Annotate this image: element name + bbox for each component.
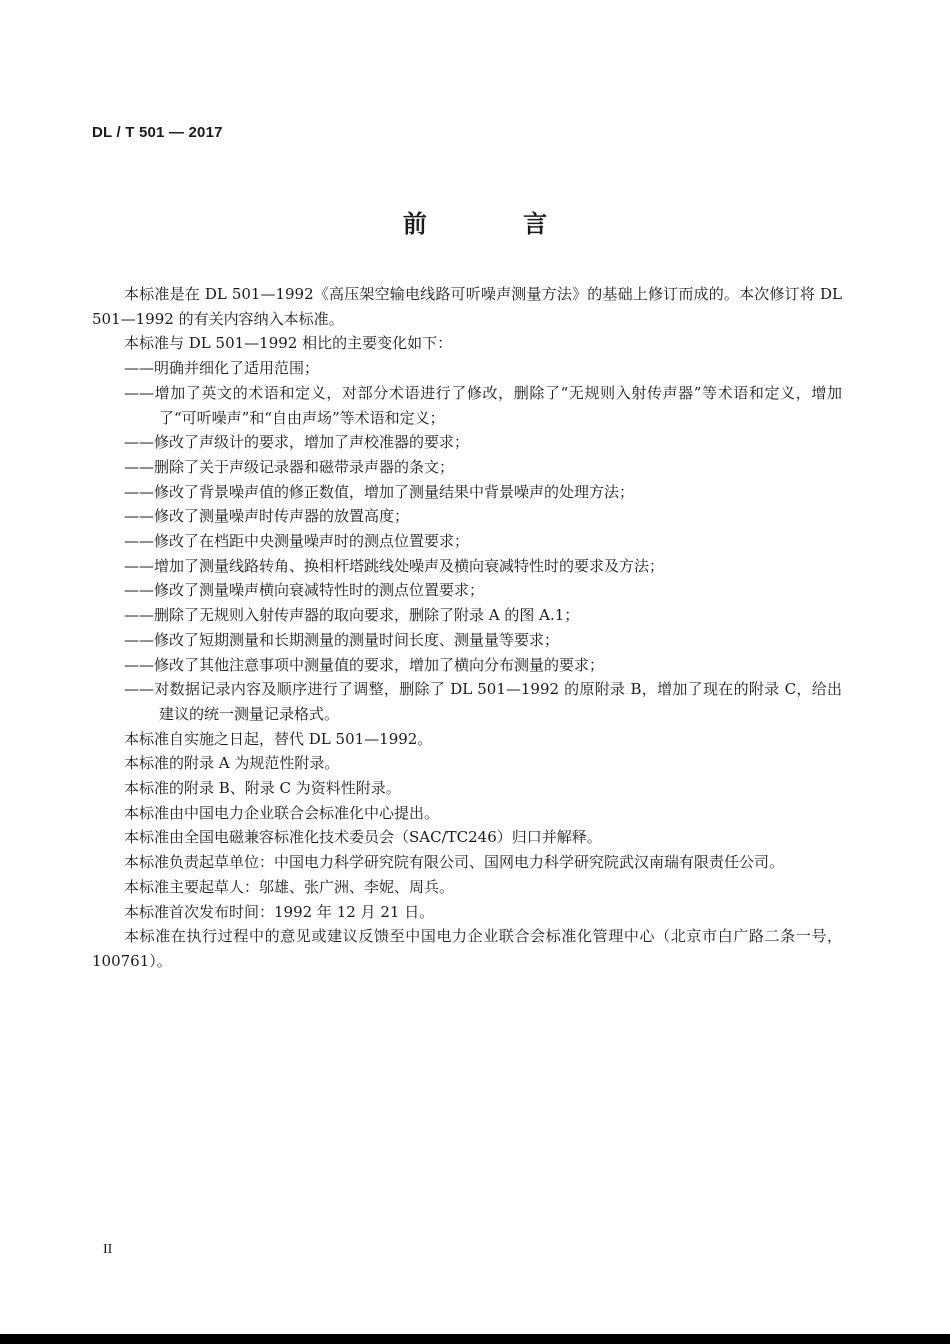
paragraph: 本标准由中国电力企业联合会标准化中心提出。 (124, 803, 440, 822)
change-item: ——增加了测量线路转角、换相杆塔跳线处噪声及横向衰减特性时的要求及方法； (124, 556, 665, 575)
paragraph: 本标准的附录 B、附录 C 为资料性附录。 (124, 779, 401, 798)
change-item: ——删除了关于声级记录器和磁带录声器的条文； (124, 457, 455, 476)
paragraph: 本标准与 DL 501—1992 相比的主要变化如下： (124, 334, 453, 353)
change-item: ——增加了英文的术语和定义，对部分术语进行了修改，删除了“无规则入射传声器”等术语和定义，增加了“可听噪声”和“自由声场”等术语和定义； (124, 383, 842, 427)
change-item: ——修改了在档距中央测量噪声时的测点位置要求； (124, 532, 470, 551)
paragraph: 本标准主要起草人：邬雄、张广洲、李妮、周兵。 (124, 877, 455, 896)
page-number: II (103, 1242, 113, 1257)
paragraph: 本标准首次发布时间：1992 年 12 月 21 日。 (124, 902, 435, 921)
paragraph: 本标准是在 DL 501—1992《高压架空输电线路可听噪声测量方法》的基础上修订而成的。本次修订将 DL 501—1992 的有关内容纳入本标准。 (92, 285, 842, 328)
change-item: ——删除了无规则入射传声器的取向要求，删除了附录 A 的图 A.1； (124, 606, 580, 625)
paragraph: 本标准由全国电磁兼容标准化技术委员会（SAC/TC246）归口并解释。 (124, 828, 602, 847)
paragraph: 本标准负责起草单位：中国电力科学研究院有限公司、国网电力科学研究院武汉南瑞有限责任公司。 (124, 853, 785, 872)
change-item: ——对数据记录内容及顺序进行了调整，删除了 DL 501—1992 的原附录 B，增加了现在的附录 C，给出建议的统一测量记录格式。 (124, 680, 842, 723)
change-item: ——明确并细化了适用范围； (124, 359, 320, 378)
paragraph: 本标准的附录 A 为规范性附录。 (124, 754, 340, 773)
change-item: ——修改了背景噪声值的修正数值，增加了测量结果中背景噪声的处理方法； (124, 482, 635, 501)
change-item: ——修改了短期测量和长期测量的测量时间长度、测量量等要求； (124, 630, 560, 649)
foreword-body (92, 282, 842, 974)
paragraph: 本标准自实施之日起，替代 DL 501—1992。 (124, 729, 433, 748)
document-code: DL / T 501 — 2017 (92, 124, 223, 141)
change-item: ——修改了测量噪声时传声器的放置高度； (124, 507, 410, 526)
bottom-border (0, 1334, 950, 1344)
change-item: ——修改了声级计的要求，增加了声校准器的要求； (124, 433, 470, 452)
change-item: ——修改了测量噪声横向衰减特性时的测点位置要求； (124, 581, 485, 600)
page-title: 前 言 (402, 209, 592, 238)
change-item: ——修改了其他注意事项中测量值的要求，增加了横向分布测量的要求； (124, 655, 605, 674)
paragraph: 本标准在执行过程中的意见或建议反馈至中国电力企业联合会标准化管理中心（北京市白广路二条一号，100761）。 (92, 927, 842, 970)
